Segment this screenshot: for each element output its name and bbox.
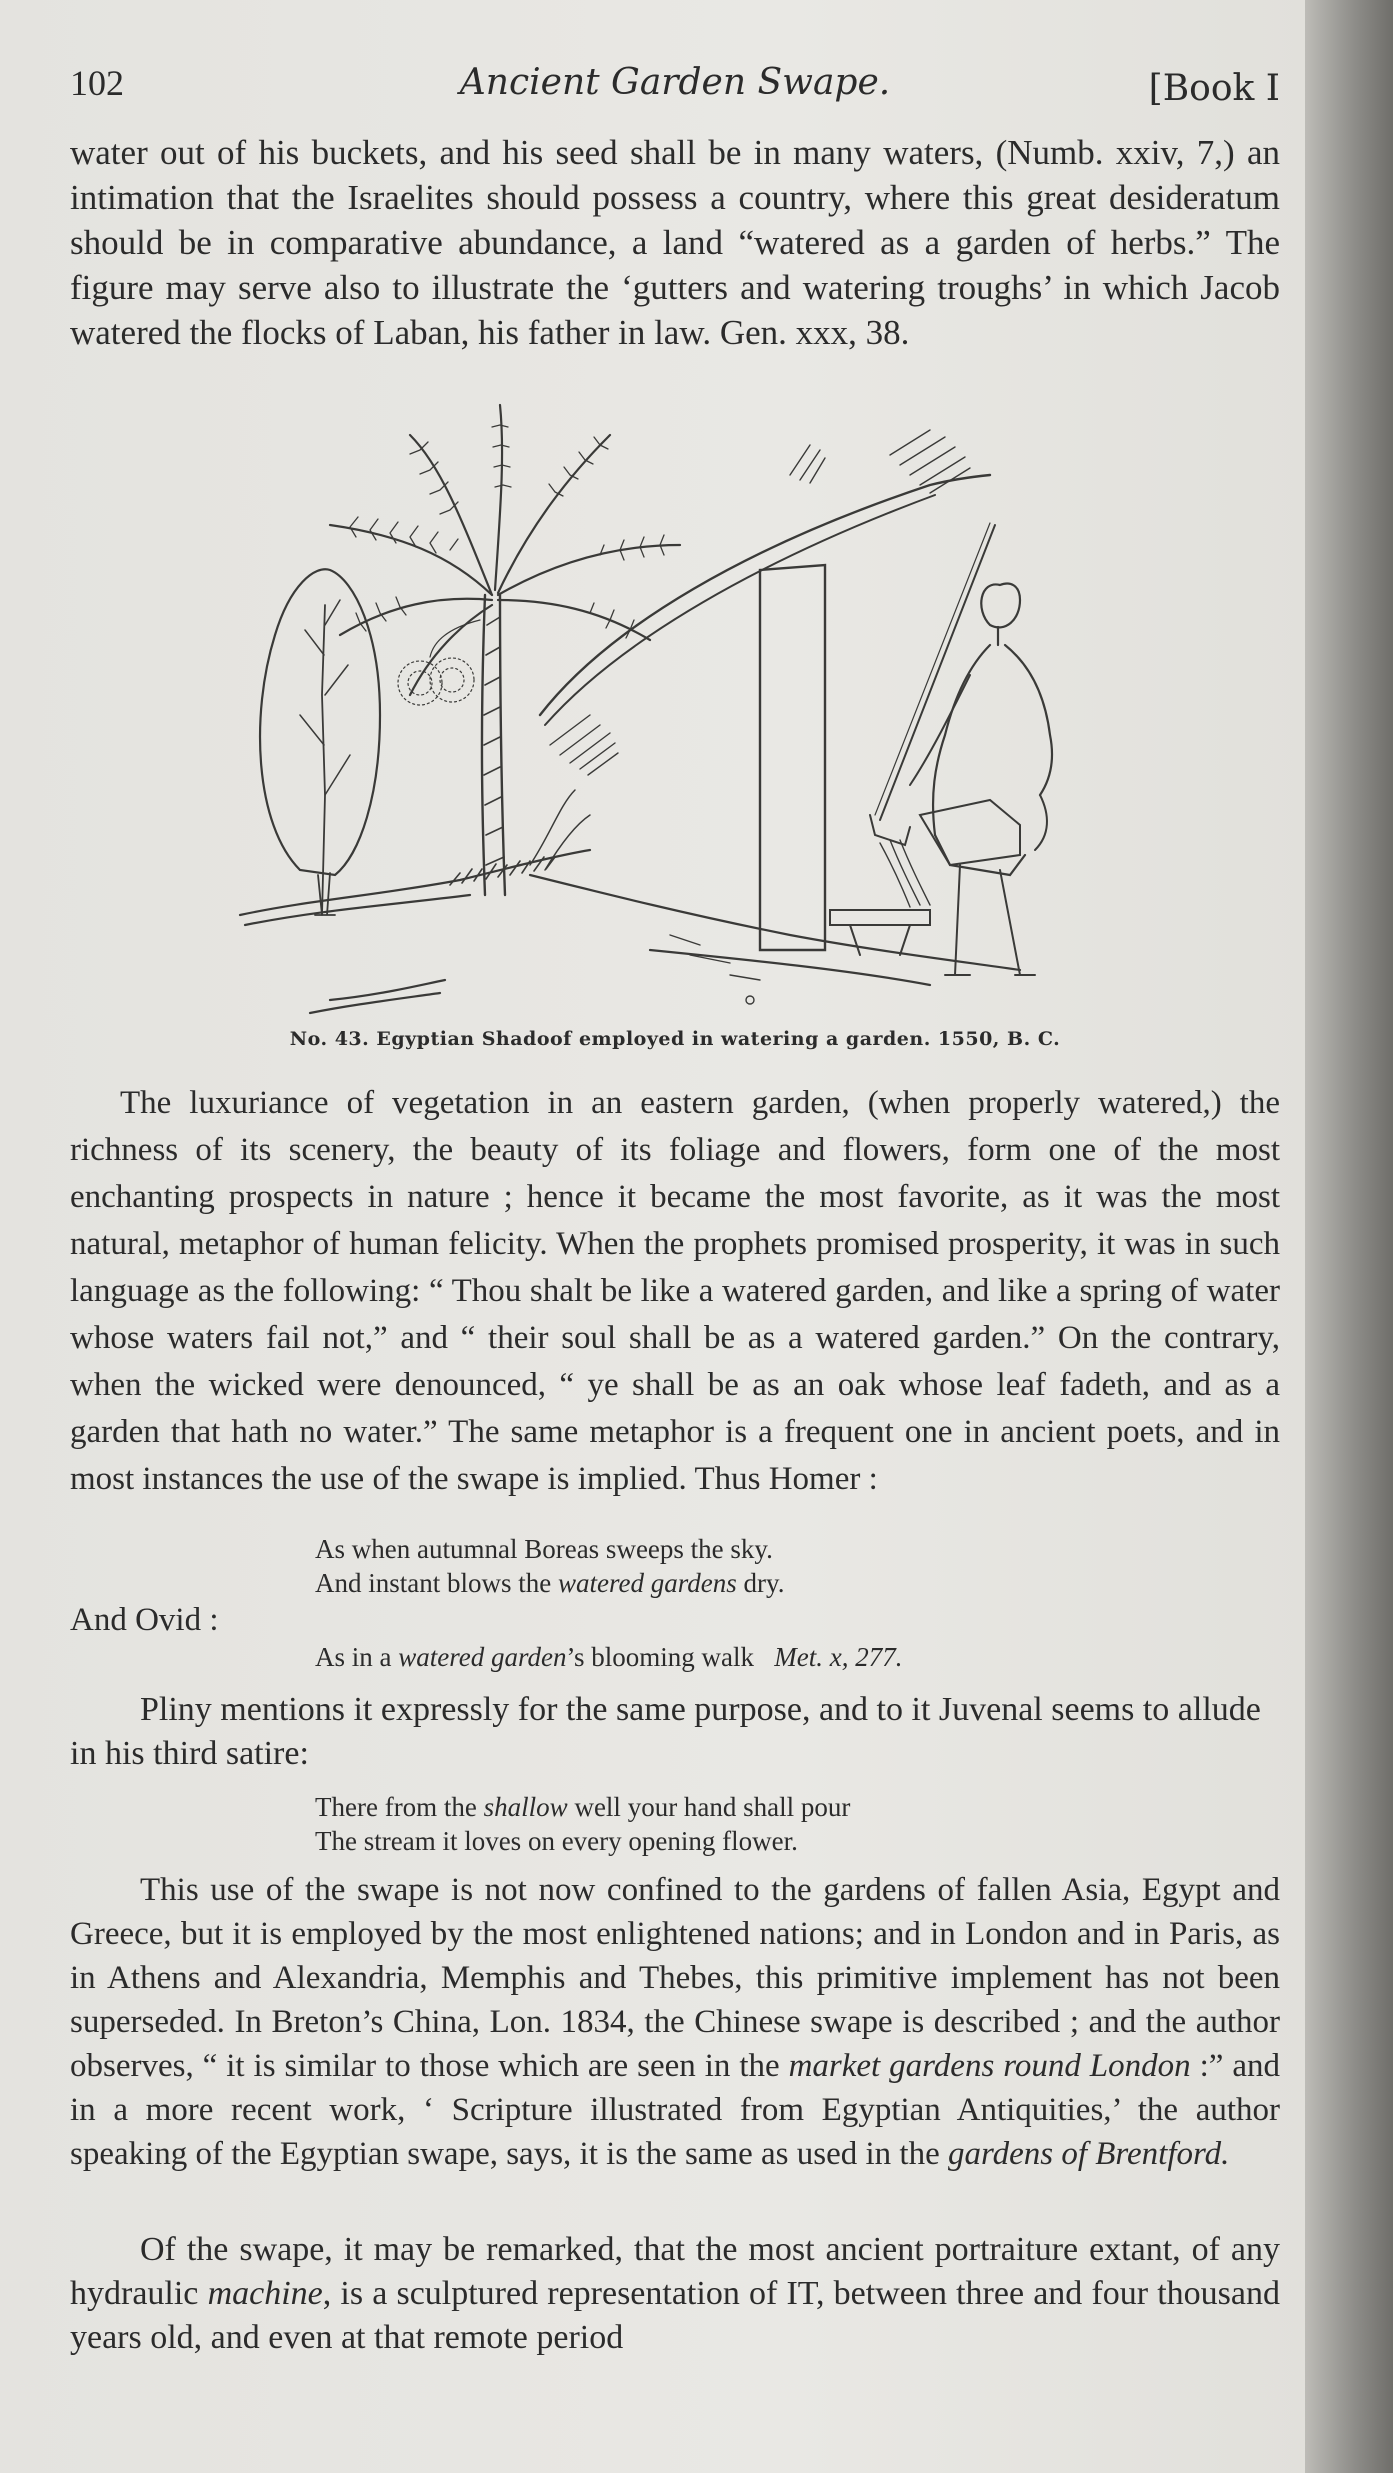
juvenal-quote-line-1	[315, 1790, 1235, 1824]
book-label: [Book I	[1148, 68, 1280, 109]
homer-quote-line-1: As when autumnal Boreas sweeps the sky.	[315, 1534, 773, 1564]
paragraph-3	[70, 1688, 1280, 1776]
paragraph-4-part-1: This use of the swape is not now confined to the gardens of fallen Asia, Egypt and Greece, but it is employed by the most enlightened nations; and in London and in Paris, as in Athens and Alexandria, Memphis and Thebes, this primitive implement has not been superseded. In Breton’s China, Lon. 1834, the Chinese swape is described ; and the author observes, “ it is similar to those which are seen in the	[70, 1872, 1280, 2084]
homer-line-2-post: dry.	[736, 1568, 785, 1598]
paragraph-5-part-1: Of the swape, it may be remarked, that the most ancient portraiture extant, of any hydraulic	[70, 2231, 1280, 2312]
paragraph-2	[70, 1080, 1280, 1503]
paragraph-3-text: Pliny mentions it expressly for the same purpose, and to it Juvenal seems to allude in his third satire:	[70, 1691, 1261, 1772]
homer-quote-line-2	[315, 1566, 1235, 1600]
paragraph-5	[70, 2228, 1280, 2360]
figure-caption: No. 43. Egyptian Shadoof employed in watering a garden. 1550, B. C.	[289, 1028, 1061, 1050]
paragraph-4	[70, 1868, 1280, 2176]
paragraph-4-text	[70, 1868, 1280, 2176]
homer-quote	[315, 1532, 1235, 1600]
running-title: Ancient Garden Swape.	[459, 62, 891, 103]
juvenal-quote	[315, 1790, 1235, 1858]
juvenal-quote-line-2: The stream it loves on every opening flower.	[315, 1826, 798, 1856]
paragraph-5-emphasis: machine	[207, 2275, 323, 2312]
paragraph-5-part-2: , is a sculptured representation of IT, between three and four thousand years old, and even at that remote period	[70, 2275, 1281, 2356]
paragraph-5-text	[70, 2228, 1280, 2360]
page-number: 102	[70, 63, 124, 103]
homer-line-2-pre: And instant blows the	[315, 1568, 558, 1598]
ovid-quote	[315, 1640, 1235, 1674]
homer-line-2-emphasis: watered gardens	[558, 1568, 737, 1598]
page-header	[70, 62, 1280, 112]
ovid-quote-emphasis: watered garden	[398, 1642, 567, 1672]
paragraph-4-part-2: :” and in a more recent work, ‘ Scripture illustrated from Egyptian Antiquities,’ the author speaking of the Egyptian swape, says, it is the same as used in the	[70, 2048, 1281, 2172]
ovid-intro: And Ovid :	[70, 1602, 219, 1638]
juvenal-line-1-pre: There from the	[315, 1792, 484, 1822]
ovid-quote-reference: Met. x, 277.	[774, 1642, 903, 1672]
paragraph-4-emphasis-1: market gardens round London	[788, 2048, 1191, 2084]
paragraph-1	[70, 130, 1280, 355]
book-gutter-shadow	[1305, 0, 1393, 2473]
juvenal-line-1-emphasis: shallow	[483, 1792, 568, 1822]
juvenal-line-1-post: well your hand shall pour	[567, 1792, 851, 1822]
paragraph-1-text: water out of his buckets, and his seed shall be in many waters, (Numb. xxiv, 7,) an intimation that the Israelites should possess a country, where this great desideratum should be in comparative abundance, a land “watered as a garden of herbs.” The figure may serve also to illustrate the ‘gutters and watering troughs’ in which Jacob watered the flocks of Laban, his father in law. Gen. xxx, 38.	[70, 133, 1280, 352]
ovid-quote-post: ’s blooming walk	[566, 1642, 754, 1672]
ovid-quote-pre: As in a	[315, 1642, 399, 1672]
shadoof-illustration	[230, 395, 1130, 1025]
paragraph-2-text: The luxuriance of vegetation in an eastern garden, (when properly watered,) the richness of its scenery, the beauty of its foliage and flowers, form one of the most enchanting prospects in nature ; hence it became the most favorite, as it was the most natural, metaphor of human felicity. When the prophets promised prosperity, it was in such language as the following: “ Thou shalt be like a watered garden, and like a spring of water whose waters fail not,” and “ their soul shall be as a watered garden.” On the contrary, when the wicked were denounced, “ ye shall be as an oak whose leaf fadeth, and as a garden that hath no water.” The same metaphor is a frequent one in ancient poets, and in most instances the use of the swape is implied. Thus Homer :	[70, 1085, 1280, 1497]
paragraph-4-emphasis-2: gardens of Brentford.	[947, 2136, 1230, 2172]
